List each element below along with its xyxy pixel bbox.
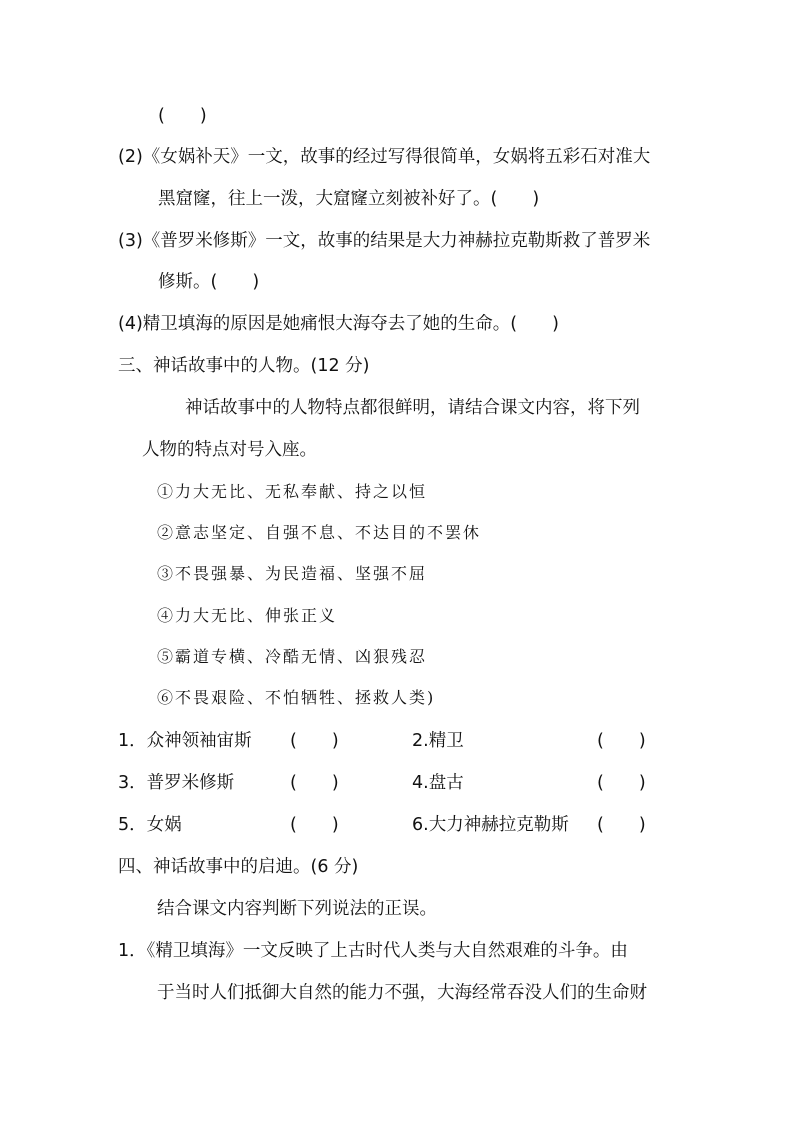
character-label: 1．众神领袖宙斯: [118, 731, 252, 751]
answer-blank[interactable]: ( ): [597, 773, 646, 793]
question-3-line-2: 修斯。( ): [158, 272, 260, 292]
answer-blank[interactable]: ( ): [158, 106, 207, 126]
trait-item: ①力大无比、无私奉献、持之以恒: [157, 482, 428, 501]
character-label: 6.大力神赫拉克勒斯: [412, 815, 569, 835]
question-2-line-1: (2)《女娲补天》一文，故事的经过写得很简单，女娲将五彩石对准大: [118, 147, 651, 167]
section-3-intro-line-1: 神话故事中的人物特点都很鲜明，请结合课文内容，将下列: [185, 398, 640, 418]
character-label: 2.精卫: [412, 731, 464, 751]
section-4-question-1-line-1: 1．《精卫填海》一文反映了上古时代人类与大自然艰难的斗争。由: [118, 941, 628, 961]
question-4-line-1: (4)精卫填海的原因是她痛恨大海夺去了她的生命。( ): [118, 314, 559, 334]
section-3-heading: 三、神话故事中的人物。(12 分): [118, 356, 370, 376]
answer-blank[interactable]: ( ): [290, 773, 339, 793]
question-3-line-1: (3)《普罗米修斯》一文，故事的结果是大力神赫拉克勒斯救了普罗米: [118, 231, 651, 251]
question-2-line-2: 黑窟窿，往上一泼，大窟窿立刻被补好了。( ): [158, 189, 540, 209]
character-label: 5．女娲: [118, 815, 182, 835]
section-4-question-1-line-2: 于当时人们抵御大自然的能力不强，大海经常吞没人们的生命财: [157, 983, 647, 1003]
trait-item: ②意志坚定、自强不息、不达目的不罢休: [157, 523, 482, 542]
trait-item: ⑤霸道专横、冷酷无情、凶狠残忍: [157, 647, 428, 666]
character-label: 4.盘古: [412, 773, 464, 793]
trait-item: ⑥不畏艰险、不怕牺牲、拯救人类): [157, 688, 436, 707]
answer-blank[interactable]: ( ): [597, 731, 646, 751]
answer-blank[interactable]: ( ): [290, 815, 339, 835]
section-4-heading: 四、神话故事中的启迪。(6 分): [118, 857, 359, 877]
trait-item: ④力大无比、伸张正义: [157, 606, 338, 625]
answer-blank[interactable]: ( ): [597, 815, 646, 835]
section-3-intro-line-2: 人物的特点对号入座。: [142, 440, 317, 460]
section-4-intro: 结合课文内容判断下列说法的正误。: [157, 899, 437, 919]
trait-item: ③不畏强暴、为民造福、坚强不屈: [157, 564, 428, 583]
character-label: 3．普罗米修斯: [118, 773, 235, 793]
answer-blank[interactable]: ( ): [290, 731, 339, 751]
